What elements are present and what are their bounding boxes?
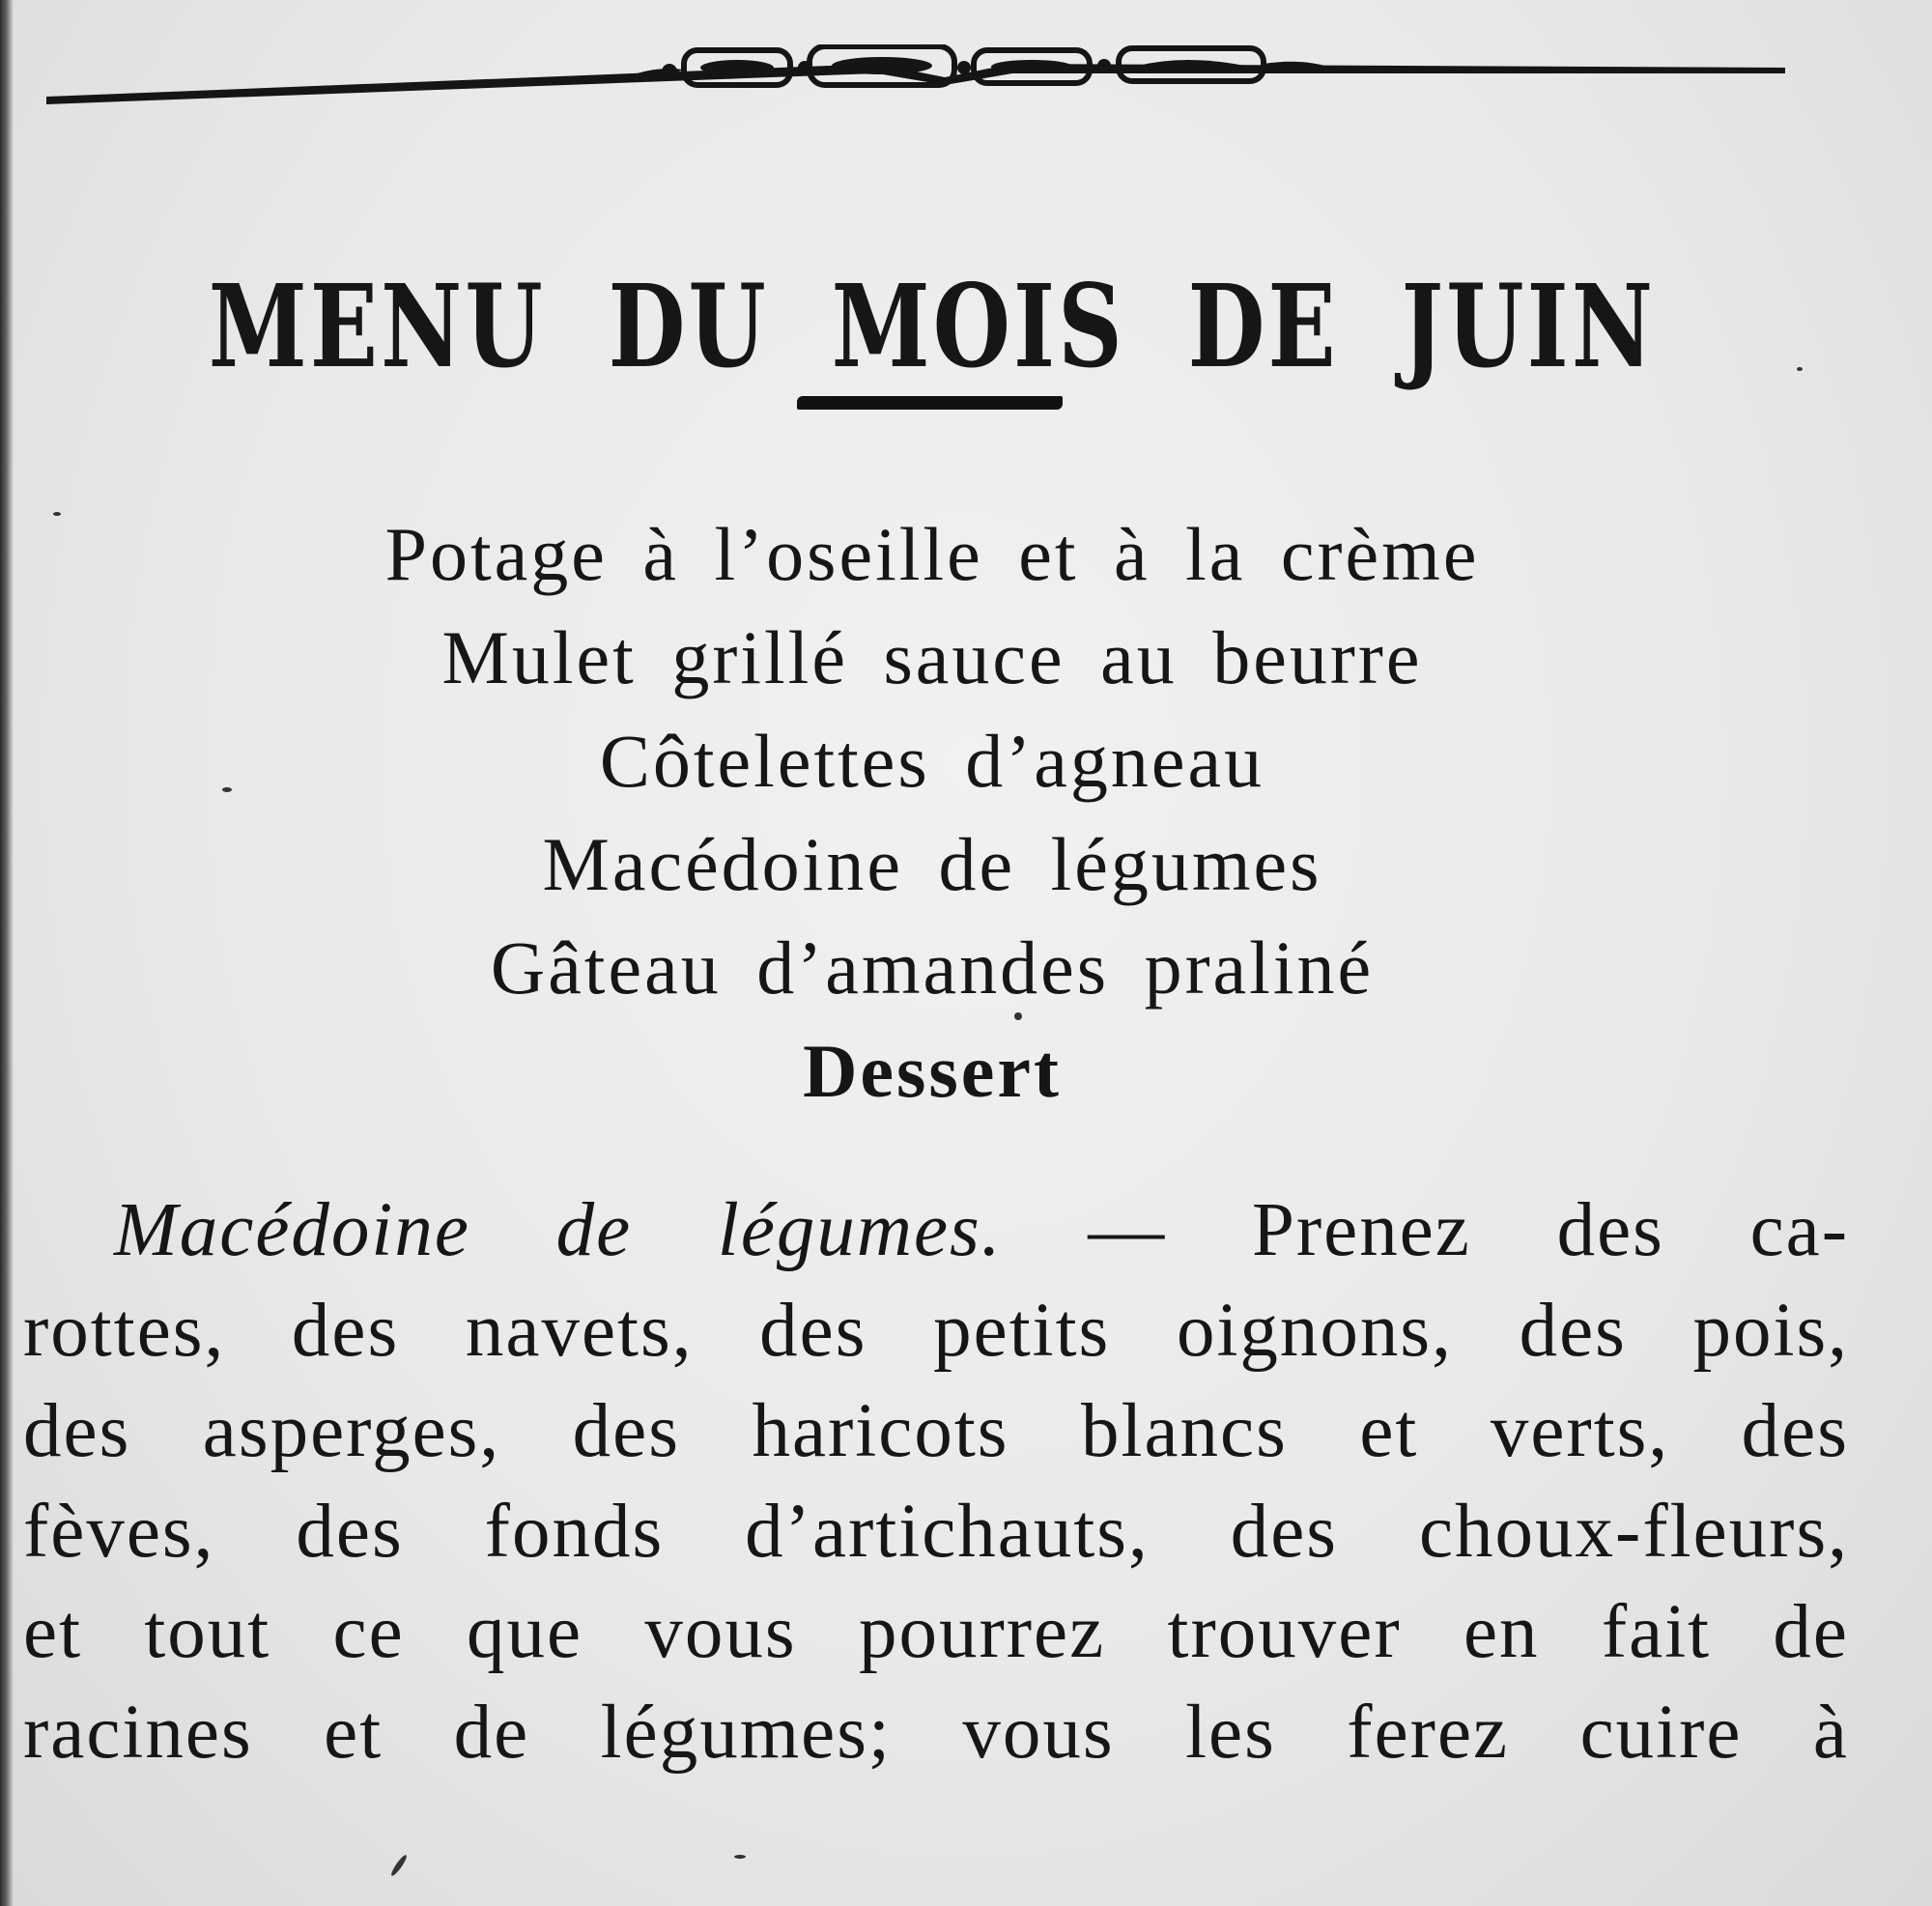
recipe-paragraph bbox=[23, 1181, 1849, 1783]
paper-speck bbox=[389, 1854, 409, 1878]
menu-courses-list bbox=[0, 502, 1864, 1123]
recipe-line: des asperges, des haricots blancs et verts, des bbox=[23, 1389, 1849, 1473]
recipe-text: Prenez des ca- bbox=[1251, 1188, 1850, 1272]
paper-speck bbox=[1797, 367, 1803, 371]
paper-speck bbox=[222, 787, 232, 792]
recipe-line: fèves, des fonds d’artichauts, des choux-fleurs, bbox=[23, 1490, 1849, 1574]
menu-course: Mulet grillé sauce au beurre bbox=[441, 615, 1423, 699]
recipe-dash: — bbox=[1088, 1188, 1167, 1272]
menu-course: Côtelettes d’agneau bbox=[599, 719, 1265, 803]
paper-speck bbox=[1014, 1012, 1022, 1020]
recipe-heading: Macédoine de légumes. bbox=[114, 1188, 1003, 1272]
menu-course: Macédoine de légumes bbox=[542, 822, 1322, 906]
paper-speck bbox=[53, 512, 61, 516]
menu-course: Dessert bbox=[803, 1029, 1062, 1113]
recipe-line bbox=[23, 1181, 1849, 1281]
recipe-line: et tout ce que vous pourrez trouver en fait de bbox=[23, 1590, 1849, 1674]
page-title: MENU DU MOIS DE JUIN bbox=[208, 259, 1657, 394]
menu-course: Gâteau d’amandes praliné bbox=[490, 925, 1375, 1010]
recipe-line: racines et de légumes; vous les ferez cuire à bbox=[23, 1691, 1849, 1775]
recipe-line: rottes, des navets, des petits oignons, des pois, bbox=[23, 1289, 1849, 1373]
ornamental-divider bbox=[46, 44, 1785, 122]
menu-course: Potage à l’oseille et à la crème bbox=[384, 512, 1480, 596]
title-underline bbox=[797, 396, 1063, 410]
paper-speck bbox=[734, 1855, 746, 1859]
